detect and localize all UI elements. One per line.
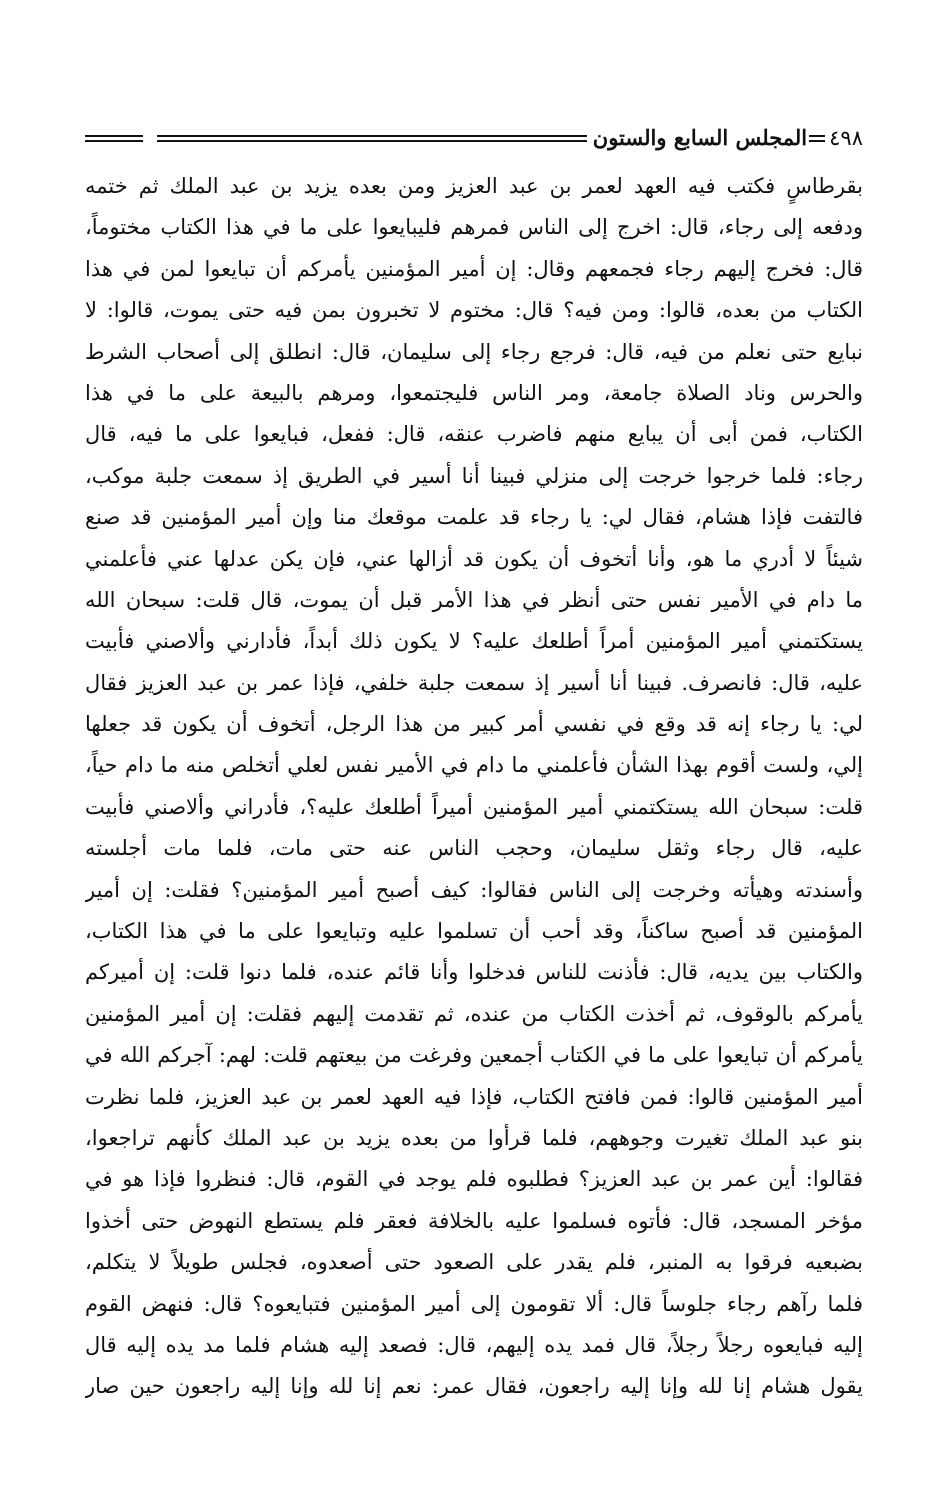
text-line: نبايع حتى نعلم من فيه، قال: فرجع رجاء إلى سليمان، قال: انطلق إلى أصحاب الشرط [85, 339, 863, 364]
text-line: أمير المؤمنين قالوا: فمن فافتح الكتاب، فإذا فيه العهد لعمر بن عبد العزيز، فلما نظرت [85, 1084, 863, 1109]
text-line: وأسندته وهيأته وخرجت إلى الناس فقالوا: كيف أصبح أمير المؤمنين؟ فقلت: إن أمير [85, 877, 863, 902]
text-line: يأمركم بالوقوف، ثم أخذت الكتاب من عنده، ثم تقدمت إليهم فقلت: إن أمير المؤمنين [85, 1001, 863, 1026]
text-line: قال: فخرج إليهم رجاء فجمعهم وقال: إن أمير المؤمنين يأمركم أن تبايعوا لمن في هذا [85, 256, 863, 281]
text-line: الكتاب، فمن أبى أن يبايع منهم فاضرب عنقه، قال: ففعل، فبايعوا على ما فيه، قال [85, 422, 863, 447]
text-line: يأمركم أن تبايعوا على ما في الكتاب أجمعين وفرغت من بيعتهم قلت: لهم: آجركم الله في [85, 1043, 863, 1068]
page-number: ٤٩٨ [829, 126, 863, 150]
body-text [85, 166, 863, 1408]
text-line: قلت: سبحان الله يستكتمني أمير المؤمنين أميراً أطلعك عليه؟، فأدراني وألاصني فأبيت [85, 794, 863, 819]
text-line: بنو عبد الملك تغيرت وجوههم، فلما قرأوا من بعده يزيد بن عبد الملك كأنهم تراجعوا، [85, 1125, 863, 1150]
book-page [85, 118, 863, 1418]
text-line: مؤخر المسجد، قال: فأتوه فسلموا عليه بالخلافة فعقر فلم يستطع النهوض حتى أخذوا [85, 1208, 863, 1233]
text-line: بضبعيه فرقوا به المنبر، فلم يقدر على الصعود حتى أصعدوه، فجلس طويلاً لا يتكلم، [85, 1250, 863, 1275]
text-line: والحرس وناد الصلاة جامعة، ومر الناس فليجتمعوا، ومرهم بالبيعة على ما في هذا [85, 380, 863, 405]
text-line: المؤمنين قد أصبح ساكناً، وقد أحب أن تسلموا عليه وتبايعوا على ما في هذا الكتاب، [85, 919, 863, 944]
running-header [85, 118, 863, 158]
text-line: يستكتمني أمير المؤمنين أمراً أطلعك عليه؟ لا يكون ذلك أبداً، فأدارني وألاصني فأبيت [85, 629, 863, 654]
text-line: شيئاً لا أدري ما هو، وأنا أتخوف أن يكون قد أزالها عني، فإن يكن عدلها عني فأعلمني [85, 546, 863, 571]
text-line: ما دام في الأمير نفس حتى أنظر في هذا الأمر قبل أن يموت، قال قلت: سبحان الله [85, 587, 863, 612]
text-line: عليه، قال: فانصرف. فبينا أنا أسير إذ سمعت جلبة خلفي، فإذا عمر بن عبد العزيز فقال [85, 670, 863, 695]
text-line: يقول هشام إنا لله وإنا إليه راجعون، فقال عمر: نعم إنا لله وإنا إليه راجعون حين صار [85, 1374, 863, 1399]
text-line: والكتاب بين يديه، قال: فأذنت للناس فدخلوا وأنا قائم عنده، فلما دنوا قلت: إن أميركم [85, 960, 863, 985]
text-line: فلما رآهم رجاء جلوساً قال: ألا تقومون إلى أمير المؤمنين فتبايعوه؟ قال: فنهض القوم [85, 1291, 863, 1316]
session-title: المجلس السابع والستون [592, 125, 808, 150]
text-line: بقرطاسٍ فكتب فيه العهد لعمر بن عبد العزيز ومن بعده يزيد بن عبد الملك ثم ختمه [85, 174, 863, 198]
text-line: الكتاب من بعده، قالوا: ومن فيه؟ قال: مختوم لا تخبرون بمن فيه حتى يموت، قالوا: لا [85, 298, 863, 323]
text-line: فالتفت فإذا هشام، فقال لي: يا رجاء قد علمت موقعك منا وإن أمير المؤمنين قد صنع [85, 505, 863, 530]
text-line: رجاء: فلما خرجوا خرجت إلى منزلي فبينا أنا أسير في الطريق إذ سمعت جلبة موكب، [85, 463, 863, 488]
header-rule-middle [157, 135, 587, 142]
text-line: ودفعه إلى رجاء، قال: اخرج إلى الناس فمرهم فليبايعوا على ما في هذا الكتاب مختوماً، [85, 215, 863, 240]
text-line: فقالوا: أين عمر بن عبد العزيز؟ فطلبوه فلم يوجد في القوم، قال: فنظروا فإذا هو في [85, 1167, 863, 1192]
header-rule-start [809, 135, 825, 142]
header-rule-end [85, 135, 143, 142]
text-line: عليه، قال رجاء وثقل سليمان، وحجب الناس عنه حتى مات، فلما مات أجلسته [85, 836, 863, 861]
text-line: إليه فبايعوه رجلاً رجلاً، قال فمد يده إليهم، قال: فصعد إليه هشام فلما مد يده إليه قال [85, 1332, 863, 1357]
text-line: إلي، ولست أقوم بهذا الشأن فأعلمني ما دام في الأمير نفس لعلي أتخلص منه ما دام حياً، [85, 753, 863, 778]
text-line: لي: يا رجاء إنه قد وقع في نفسي أمر كبير من هذا الرجل، أتخوف أن يكون قد جعلها [85, 712, 863, 737]
